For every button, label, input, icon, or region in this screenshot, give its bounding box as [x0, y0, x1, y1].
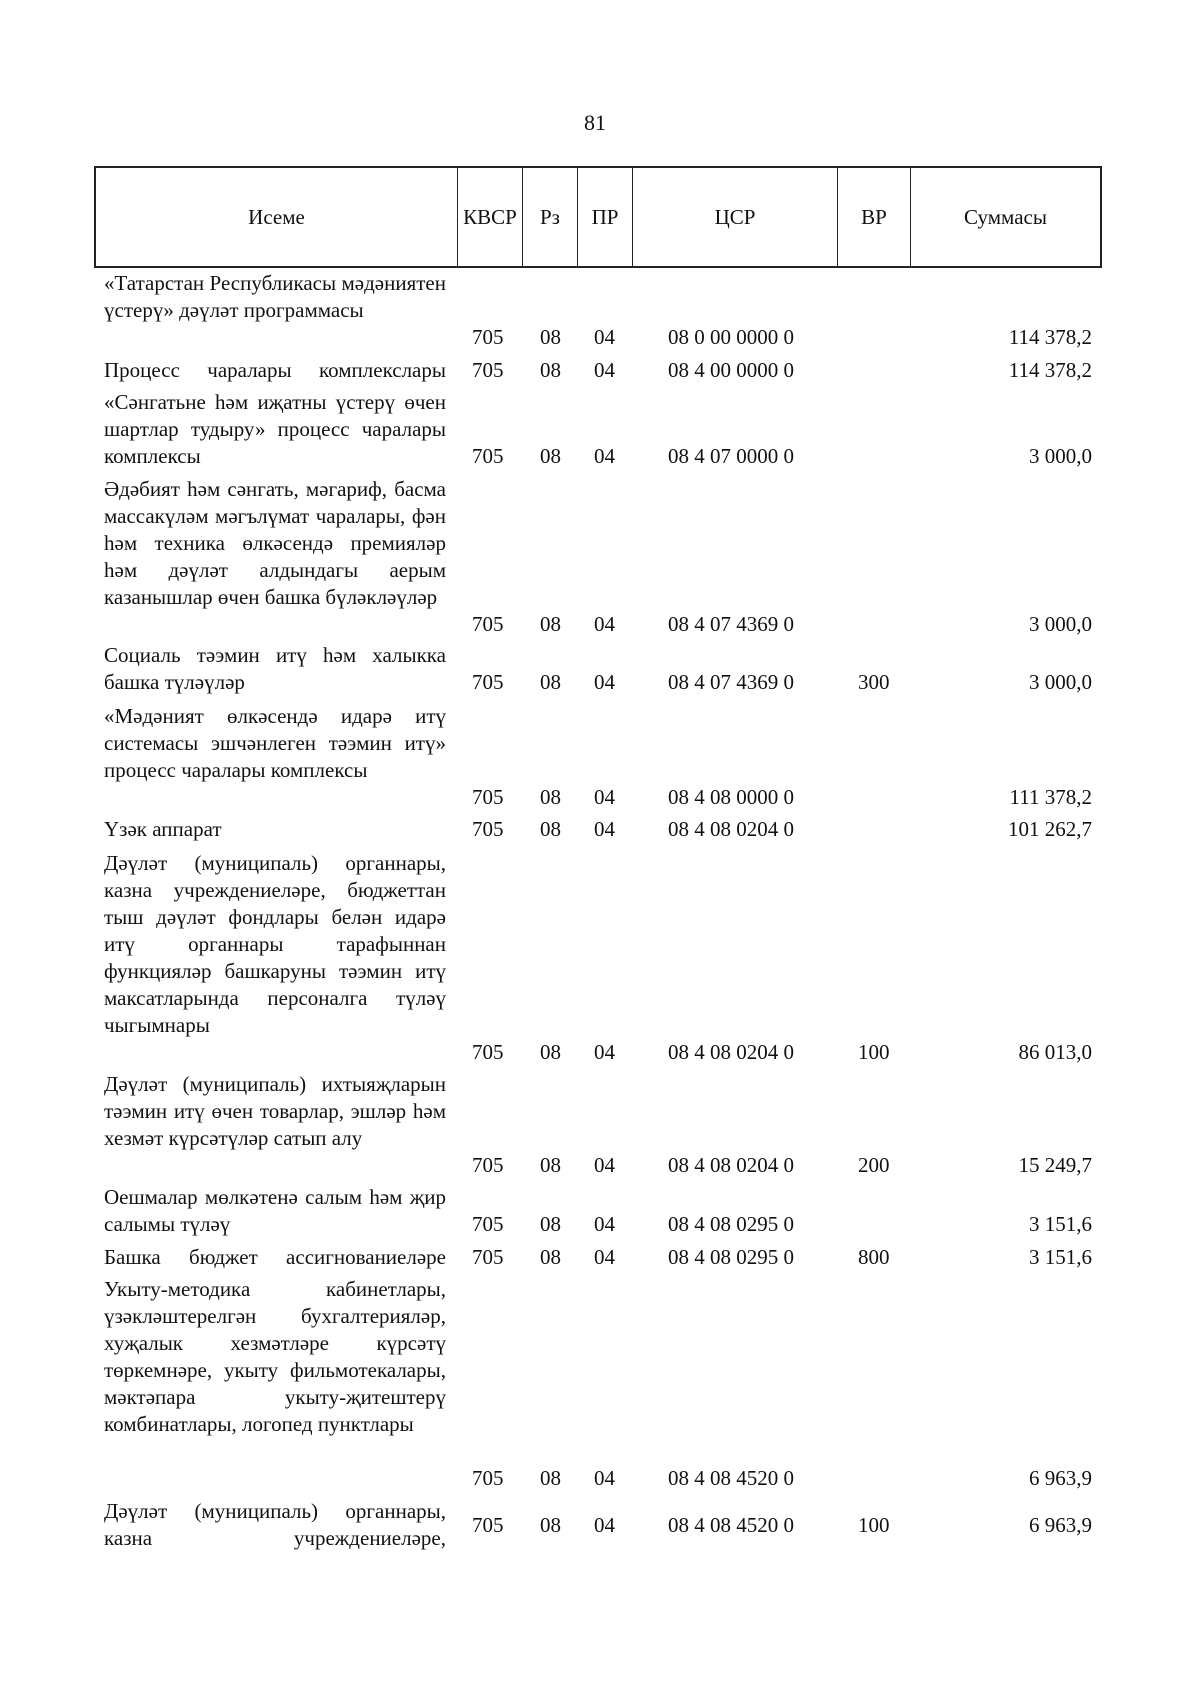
table-row	[0, 270, 1200, 351]
row-name: Башка бюджет ассигнованиеләре	[104, 1245, 446, 1269]
row-rz: 08	[540, 817, 561, 841]
header-sum: Суммасы	[964, 204, 1047, 229]
table-row	[0, 1071, 1200, 1179]
row-kvsr: 705	[472, 358, 504, 382]
row-pr: 04	[594, 785, 615, 809]
row-pr: 04	[594, 1466, 615, 1490]
row-pr: 04	[594, 358, 615, 382]
row-rz: 08	[540, 1513, 561, 1537]
table-row	[0, 389, 1200, 470]
table-row	[0, 816, 1200, 843]
row-csr: 08 4 08 0204 0	[668, 1153, 794, 1177]
header-vr: ВР	[838, 168, 911, 266]
row-rz: 08	[540, 1040, 561, 1064]
row-rz: 08	[540, 1466, 561, 1490]
row-kvsr: 705	[472, 1245, 504, 1269]
row-kvsr: 705	[472, 785, 504, 809]
row-csr: 08 4 08 0204 0	[668, 817, 794, 841]
row-rz: 08	[540, 670, 561, 694]
row-csr: 08 4 08 0204 0	[668, 1040, 794, 1064]
table-row	[0, 357, 1200, 384]
row-kvsr: 705	[472, 1466, 504, 1490]
table-row	[0, 1184, 1200, 1238]
table-row	[0, 1498, 1200, 1552]
row-sum: 3 000,0	[1029, 670, 1092, 694]
header-kvsr: КВСР	[458, 168, 523, 266]
header-rz: Рз	[523, 168, 578, 266]
row-sum: 114 378,2	[1008, 358, 1092, 382]
row-kvsr: 705	[472, 612, 504, 636]
row-rz: 08	[540, 444, 561, 468]
row-name: «Татарстан Республикасы мәдәниятен үстерү» дәүләт программасы	[104, 271, 446, 322]
row-sum: 101 262,7	[1008, 817, 1092, 841]
row-pr: 04	[594, 1153, 615, 1177]
row-sum: 6 963,9	[1029, 1466, 1092, 1490]
row-name: Социаль тәэмин итү һәм халыкка башка түләүләр	[104, 643, 446, 694]
row-name: Укыту-методика кабинетлары, үзәкләштерелгән бухгалтерияләр, хуҗалык хезмәтләре күрсәтү төркемнәре, укыту фильмотекалары, мәктәпара укыту-җитештерү комбинатлары, логопед пунктлары	[104, 1277, 446, 1436]
row-pr: 04	[594, 1513, 615, 1537]
row-name: «Мәдәният өлкәсендә идарә итү системасы эшчәнлеген тәэмин итү» процесс чаралары комплексы	[104, 704, 446, 782]
row-pr: 04	[594, 1040, 615, 1064]
row-csr: 08 4 08 0000 0	[668, 785, 794, 809]
row-kvsr: 705	[472, 1212, 504, 1236]
row-rz: 08	[540, 785, 561, 809]
row-rz: 08	[540, 1212, 561, 1236]
row-kvsr: 705	[472, 325, 504, 349]
row-csr: 08 4 07 4369 0	[668, 670, 794, 694]
row-csr: 08 4 08 0295 0	[668, 1212, 794, 1236]
row-pr: 04	[594, 612, 615, 636]
row-kvsr: 705	[472, 444, 504, 468]
row-name: Дәүләт (муниципаль) органнары, казна учреждениеләре,	[104, 1499, 446, 1550]
row-sum: 3 000,0	[1029, 612, 1092, 636]
row-name: Дәүләт (муниципаль) органнары, казна учреждениеләре, бюджеттан тыш дәүләт фондлары белән идарә итү органнары тарафыннан функцияләр башкаруны тәэмин итү максатларында персоналга түләү чыгымнары	[104, 851, 446, 1037]
row-sum: 6 963,9	[1029, 1513, 1092, 1537]
row-rz: 08	[540, 1153, 561, 1177]
row-name: Оешмалар мөлкәтенә салым һәм җир салымы түләү	[104, 1185, 446, 1236]
row-csr: 08 4 07 4369 0	[668, 612, 794, 636]
row-rz: 08	[540, 358, 561, 382]
row-csr: 08 4 08 0295 0	[668, 1245, 794, 1269]
row-name: Дәүләт (муниципаль) ихтыяҗларын тәэмин итү өчен товарлар, эшләр һәм хезмәт күрсәтүләр сатып алу	[104, 1072, 446, 1150]
row-sum: 3 151,6	[1029, 1212, 1092, 1236]
table-row	[0, 476, 1200, 638]
row-vr: 200	[858, 1153, 890, 1177]
header-csr: ЦСР	[633, 168, 838, 266]
row-kvsr: 705	[472, 817, 504, 841]
table-row	[0, 703, 1200, 811]
table-row	[0, 850, 1200, 1066]
row-pr: 04	[594, 670, 615, 694]
table-row	[0, 1244, 1200, 1271]
row-kvsr: 705	[472, 1153, 504, 1177]
header-name: Исеме	[96, 168, 458, 266]
row-pr: 04	[594, 444, 615, 468]
row-rz: 08	[540, 325, 561, 349]
table-row	[0, 642, 1200, 696]
row-sum: 86 013,0	[1018, 1040, 1092, 1064]
row-rz: 08	[540, 612, 561, 636]
row-kvsr: 705	[472, 670, 504, 694]
row-name: Үзәк аппарат	[104, 817, 222, 841]
row-pr: 04	[594, 1212, 615, 1236]
row-pr: 04	[594, 325, 615, 349]
row-vr: 800	[858, 1245, 890, 1269]
row-sum: 111 378,2	[1009, 785, 1092, 809]
row-csr: 08 0 00 0000 0	[668, 325, 794, 349]
row-csr: 08 4 08 4520 0	[668, 1466, 794, 1490]
row-csr: 08 4 08 4520 0	[668, 1513, 794, 1537]
row-name: «Сәнгатьне һәм иҗатны үстерү өчен шартлар тудыру» процесс чаралары комплексы	[104, 390, 446, 468]
row-csr: 08 4 00 0000 0	[668, 358, 794, 382]
row-name: Процесс чаралары комплекслары	[104, 358, 446, 382]
row-pr: 04	[594, 817, 615, 841]
row-sum: 114 378,2	[1008, 325, 1092, 349]
header-pr: ПР	[578, 168, 633, 266]
row-pr: 04	[594, 1245, 615, 1269]
row-sum: 3 151,6	[1029, 1245, 1092, 1269]
row-kvsr: 705	[472, 1040, 504, 1064]
row-vr: 100	[858, 1040, 890, 1064]
row-kvsr: 705	[472, 1513, 504, 1537]
table-row	[0, 1276, 1200, 1492]
row-sum: 15 249,7	[1018, 1153, 1092, 1177]
page-number: 81	[584, 110, 606, 135]
row-csr: 08 4 07 0000 0	[668, 444, 794, 468]
row-rz: 08	[540, 1245, 561, 1269]
row-vr: 300	[858, 670, 890, 694]
row-vr: 100	[858, 1513, 890, 1537]
row-sum: 3 000,0	[1029, 444, 1092, 468]
row-name: Әдәбият һәм сәнгать, мәгариф, басма массакүләм мәгълүмат чаралары, фән һәм техника өлкәсендә премияләр һәм дәүләт алдындагы аерым казанышлар өчен башка бүләкләүләр	[104, 477, 446, 609]
